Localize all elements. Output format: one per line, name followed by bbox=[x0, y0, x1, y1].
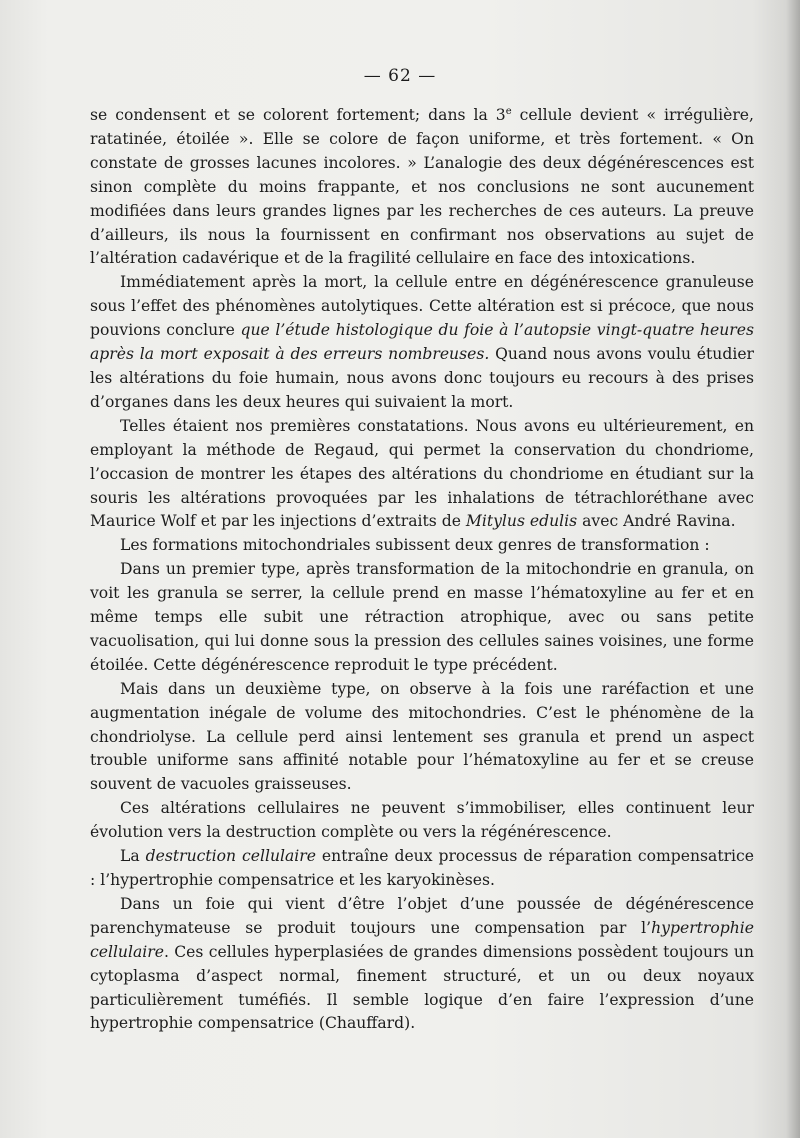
superscript: e bbox=[505, 105, 512, 117]
text-segment: Telles étaient nos premières constatations. Nous avons eu ultérieurement, en employant la méthode de Regaud, qui permet la conservation du chondriome, l’occasion de montrer les étapes des altérations du chondriome en étudiant sur la souris les altérations provoquées par les inhalations de tétrachloréthane avec Maurice Wolf et par les injections d’extraits de bbox=[90, 416, 754, 531]
page-number: — 62 — bbox=[363, 66, 437, 86]
text-segment: Quand nous avons voulu étudier les altérations du foie humain, nous avons donc toujours eu recours à des prises d’organes dans les deux heures qui suivaient la mort. bbox=[90, 345, 754, 411]
text-segment: Dans un foie qui vient d’être l’objet d’une poussée de dégénérescence parenchymateuse se produit toujours une compensation par l’ bbox=[90, 894, 754, 937]
text-segment: La bbox=[120, 847, 146, 866]
paragraph-p9 bbox=[90, 893, 754, 1036]
text-segment: Ces altérations cellulaires ne peuvent s’immobiliser, elles continuent leur évolution vers la destruction complète ou vers la régénérescence. bbox=[90, 799, 754, 842]
text-segment: Immédiatement après la mort, la cellule entre en dégénérescence granuleuse sous l’effet des phénomènes autolytiques. Cette altération est si précoce, que nous pouvions conclure bbox=[90, 273, 754, 340]
text-segment: Dans un premier type, après transformation de la mitochondrie en granula, on voit les granula se serrer, la cellule prend en masse l’hématoxyline au fer et en même temps elle subit une rétraction atrophique, avec ou sans petite vacuolisation, qui lui donne sous la pression des cellules saines voisines, une forme étoilée. Cette dégénérescence reproduit le type précédent. bbox=[90, 560, 754, 674]
text-segment: Les formations mitochondriales subissent deux genres de transformation : bbox=[120, 536, 710, 555]
text-segment: cellule devient « irrégulière, ratatinée, étoilée ». Elle se colore de façon uniforme, et très fortement. « On constate de grosses lacunes incolores. » L’analogie des deux dégénérescences est sinon complète du moins frappante, et nos conclusions ne sont aucunement modifiées dans leurs grandes lignes par les recherches de ces auteurs. La preuve d’ailleurs, ils nous la fournissent en confirmant nos observations au sujet de l’altération cadavérique et de la fragilité cellulaire en face des intoxications. bbox=[90, 106, 754, 268]
paragraph-p7 bbox=[90, 797, 754, 845]
italic-text: destruction cellulaire bbox=[145, 847, 316, 866]
italic-text: Mitylus edulis bbox=[465, 512, 578, 531]
paragraph-p1 bbox=[90, 104, 754, 271]
text-segment: avec André Ravina. bbox=[577, 512, 736, 531]
paragraph-p8 bbox=[90, 845, 754, 893]
paragraph-p2 bbox=[90, 271, 754, 414]
body-text bbox=[90, 104, 754, 1036]
text-segment: se condensent et se colorent fortement; dans la 3 bbox=[90, 106, 506, 124]
text-segment: entraîne deux processus de réparation compensatrice : l’hypertrophie compensatrice et les karyokinèses. bbox=[90, 847, 754, 889]
italic-text: que l’étude histologique du foie à l’autopsie vingt-quatre heures après la mort exposait à des erreurs nombreuses. bbox=[90, 321, 754, 364]
italic-text: hypertrophie cellulaire bbox=[90, 918, 754, 961]
paragraph-p6 bbox=[90, 678, 754, 798]
paragraph-p4 bbox=[90, 534, 754, 558]
paragraph-p3 bbox=[90, 415, 754, 535]
text-segment: Mais dans un deuxième type, on observe à la fois une raréfaction et une augmentation inégale de volume des mitochondries. C’est le phénomène de la chondriolyse. La cellule perd ainsi lentement ses granula et prend un aspect trouble uniforme sans affinité notable pour l’hématoxyline au fer et se creuse souvent de vacuoles graisseuses. bbox=[90, 679, 754, 794]
paragraph-p5 bbox=[90, 558, 754, 678]
page-edge-shadow bbox=[786, 0, 800, 1138]
text-segment: . Ces cellules hyperplasiées de grandes dimensions possèdent toujours un cytoplasma d’aspect normal, finement structuré, et un ou deux noyaux particulièrement tuméfiés. Il semble logique d’en faire l’expression d’une hypertrophie compensatrice (Chauffard). bbox=[90, 942, 754, 1033]
